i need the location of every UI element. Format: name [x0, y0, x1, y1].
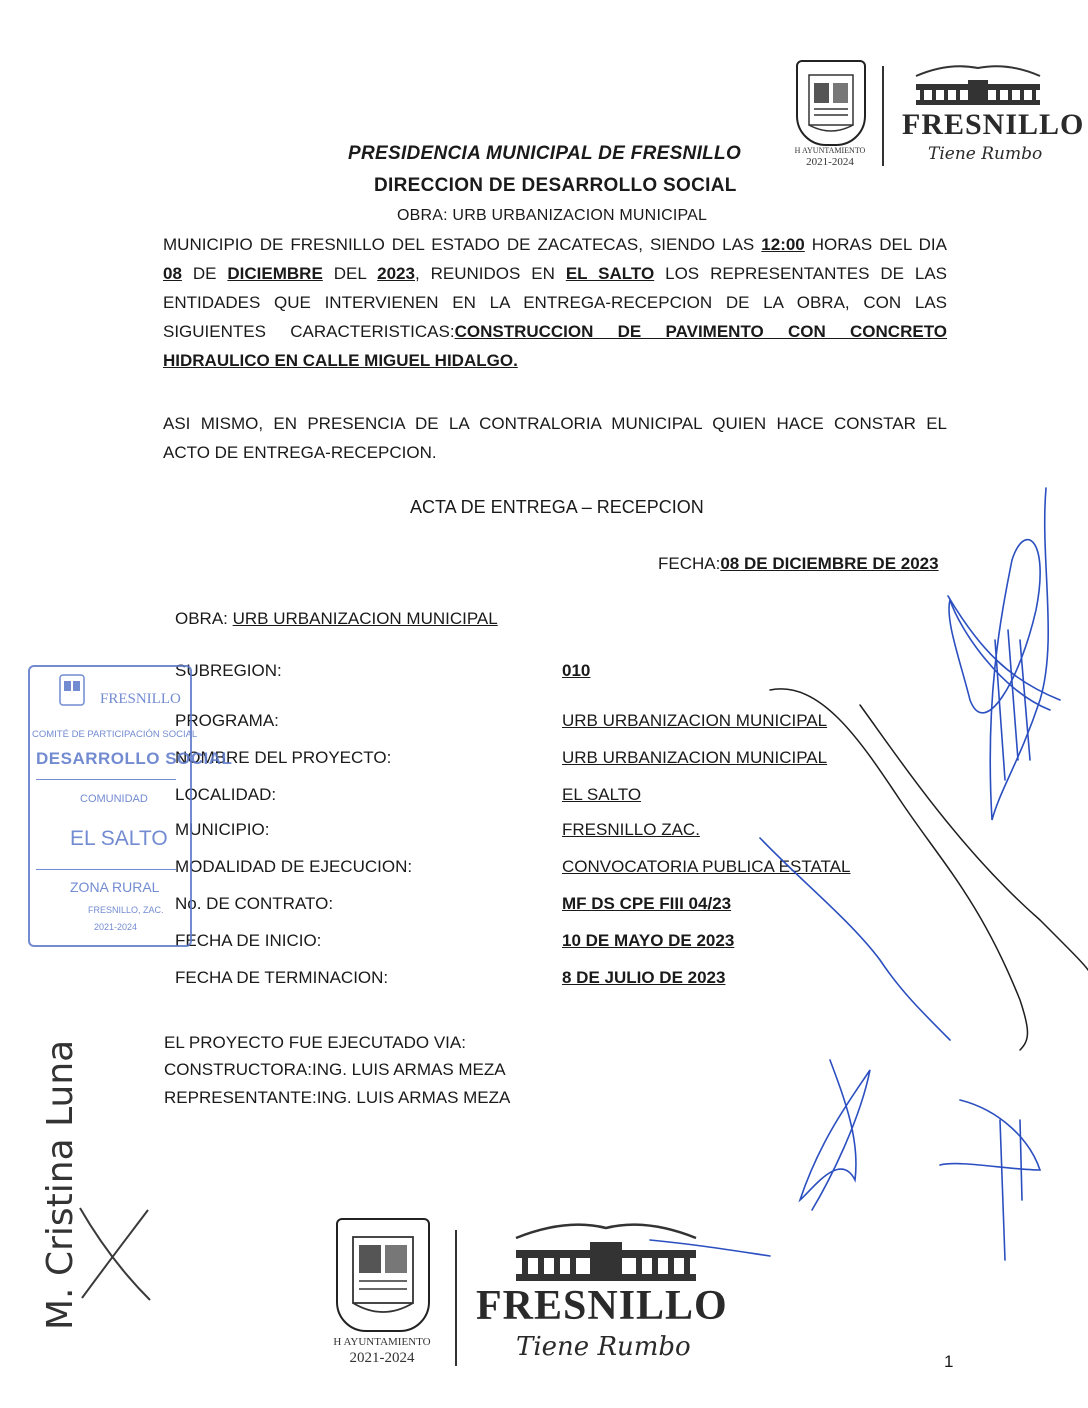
handwritten-name: M. Cristina Luna: [40, 1039, 81, 1330]
ayuntamiento-label: H AYUNTAMIENTO: [333, 1336, 431, 1348]
arches-icon: [908, 62, 1048, 108]
ayuntamiento-label: H AYUNTAMIENTO: [794, 146, 866, 155]
intro-line-4: SIGUIENTES CARACTERISTICAS:CONSTRUCCION DE PAVIMENTO CON CONCRETO: [163, 322, 947, 341]
intro-line-3: ENTIDADES QUE INTERVIENEN EN LA ENTREGA-RECEPCION DE LA OBRA, CON LAS: [163, 293, 947, 312]
period-label: 2021-2024: [806, 156, 854, 168]
intro-line-5: HIDRAULICO EN CALLE MIGUEL HIDALGO.: [163, 351, 518, 370]
intro-line-1: MUNICIPIO DE FRESNILLO DEL ESTADO DE ZACATECAS, SIENDO LAS 12:00 HORAS DEL DIA: [163, 235, 947, 254]
period-label: 2021-2024: [349, 1350, 415, 1366]
stamp-committee: COMITÉ DE PARTICIPACIÓN SOCIAL: [32, 729, 198, 740]
intro-paragraph: [163, 230, 947, 375]
top-logo: [790, 60, 1085, 172]
contraloria-paragraph: [163, 409, 947, 467]
bottom-logo: [330, 1218, 730, 1378]
contraloria-line-1: ASI MISMO, EN PRESENCIA DE LA CONTRALORIA MUNICIPAL QUIEN HACE CONSTAR EL: [163, 414, 947, 433]
contraloria-line-2: ACTO DE ENTREGA-RECEPCION.: [163, 443, 437, 462]
stamp-dept: DESARROLLO SOCIAL: [36, 749, 233, 768]
stamp-zona: ZONA RURAL: [70, 879, 160, 895]
stamp-city: FRESNILLO, ZAC.: [88, 905, 164, 915]
org-title: PRESIDENCIA MUNICIPAL DE FRESNILLO: [348, 143, 742, 164]
stamp-comunidad: COMUNIDAD: [80, 793, 148, 805]
detail-label: FECHA DE TERMINACION:: [175, 968, 389, 987]
brand-name: FRESNILLO: [902, 108, 1085, 141]
detail-label: SUBREGION:: [175, 661, 282, 680]
brand-tagline: Tiene Rumbo: [516, 1332, 691, 1362]
fecha-line: [658, 554, 939, 574]
detail-value: MF DS CPE FIII 04/23: [562, 894, 732, 913]
day-value: 08: [163, 264, 182, 283]
detail-label: LOCALIDAD:: [175, 785, 277, 804]
execution-line-3: REPRESENTANTE:ING. LUIS ARMAS MEZA: [164, 1088, 511, 1107]
stamp-period: 2021-2024: [94, 922, 138, 932]
detail-value: CONVOCATORIA PUBLICA ESTATAL: [562, 857, 851, 876]
obra-subtitle: OBRA: URB URBANIZACION MUNICIPAL: [397, 207, 708, 224]
execution-line-1: EL PROYECTO FUE EJECUTADO VIA:: [164, 1033, 466, 1052]
detail-value: 10 DE MAYO DE 2023: [562, 931, 735, 950]
logo-divider: [882, 66, 884, 166]
detail-label: PROGRAMA:: [175, 711, 279, 730]
detail-label: No. DE CONTRATO:: [175, 894, 334, 913]
place-value: EL SALTO: [565, 264, 655, 283]
coat-of-arms-icon: [336, 1218, 430, 1332]
department-title: DIRECCION DE DESARROLLO SOCIAL: [374, 175, 737, 196]
detail-label: MUNICIPIO:: [175, 820, 270, 839]
stamp-place: EL SALTO: [70, 827, 168, 850]
detail-label: FECHA DE INICIO:: [175, 931, 322, 950]
stamp-brand: FRESNILLO: [100, 691, 181, 707]
fecha-value: 08 DE DICIEMBRE DE 2023: [720, 554, 939, 573]
page-number: 1: [944, 1352, 954, 1371]
fecha-label: FECHA:: [658, 554, 721, 573]
execution-line-2: CONSTRUCTORA:ING. LUIS ARMAS MEZA: [164, 1060, 506, 1079]
detail-value: URB URBANIZACION MUNICIPAL: [562, 711, 828, 730]
year-value: 2023: [377, 264, 415, 283]
time-value: 12:00: [761, 235, 805, 254]
detail-label: MODALIDAD DE EJECUCION:: [175, 857, 413, 876]
arches-icon: [506, 1218, 706, 1286]
work-description: CONSTRUCCION DE PAVIMENTO CON CONCRETO: [454, 322, 947, 341]
logo-divider: [455, 1230, 457, 1366]
stamp-separator: [36, 869, 176, 870]
detail-label: NOMBRE DEL PROYECTO:: [175, 748, 392, 767]
obra-label: OBRA:: [175, 609, 233, 628]
detail-value: FRESNILLO ZAC.: [562, 820, 700, 839]
detail-value: 8 DE JULIO DE 2023: [562, 968, 726, 987]
coat-of-arms-icon: [796, 60, 866, 146]
brand-name: FRESNILLO: [476, 1283, 728, 1329]
stamp-seal-icon: [58, 673, 86, 709]
handwritten-mark: [70, 1200, 160, 1310]
detail-value: 010: [562, 661, 591, 680]
intro-line-2: 08 DE DICIEMBRE DEL 2023, REUNIDOS EN EL SALTO LOS REPRESENTANTES DE LAS: [163, 264, 948, 283]
obra-value: URB URBANIZACION MUNICIPAL: [232, 609, 498, 628]
month-value: DICIEMBRE: [227, 264, 323, 283]
detail-value: URB URBANIZACION MUNICIPAL: [562, 748, 828, 767]
brand-tagline: Tiene Rumbo: [928, 144, 1043, 164]
detail-value: EL SALTO: [562, 785, 642, 804]
acta-title: ACTA DE ENTREGA – RECEPCION: [410, 497, 704, 517]
obra-line: [175, 609, 498, 629]
stamp-separator: [36, 779, 176, 780]
